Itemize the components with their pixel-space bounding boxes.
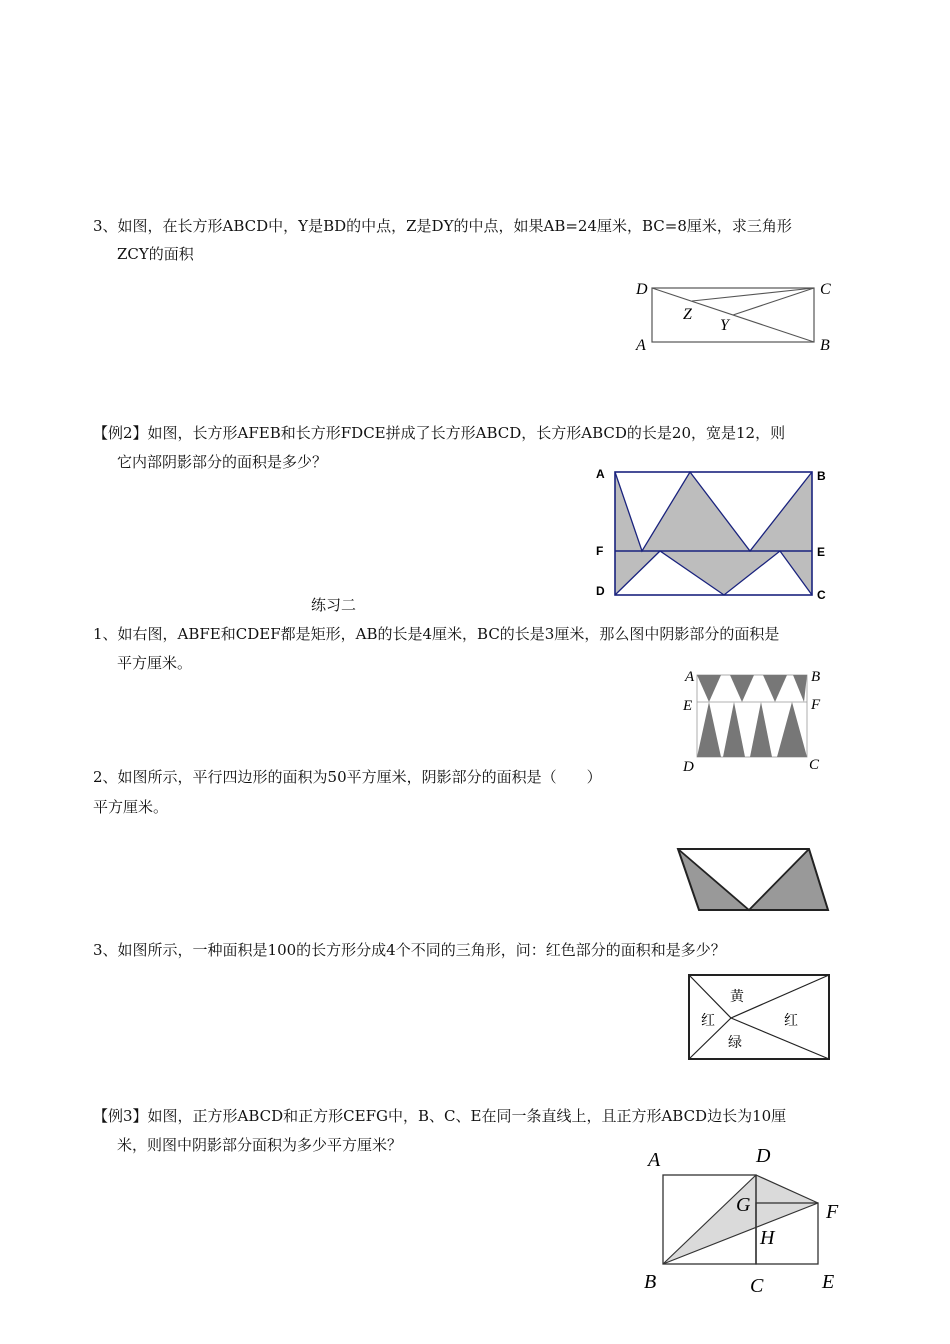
label-y: Y [720,317,729,334]
label-c: C [809,757,820,773]
label-d: D [756,1145,771,1167]
label-a: A [685,669,695,685]
label-b: B [644,1271,657,1293]
label-a: A [648,1149,661,1171]
lower-triangle [777,702,807,757]
practice-q1-figure [680,664,830,776]
label-c: C [750,1275,764,1297]
label-e: E [683,698,693,714]
practice-q2-text-line1: 2、如图所示，平行四边形的面积为50平方厘米，阴影部分的面积是（ ） [93,768,602,786]
label-red-right: 红 [784,1013,798,1029]
practice-q3-text-line1: 3、如图所示，一种面积是100的长方形分成4个不同的三角形，问：红色部分的面积和是多少？ [93,941,726,959]
label-b: B [817,469,826,483]
example-2-text-line1: 【例2】如图，长方形AFEB和长方形FDCE拼成了长方形ABCD，长方形ABCD的长是20，宽是12，则 [93,424,786,442]
label-d: D [683,759,694,775]
label-d: D [596,584,605,598]
example-2-figure [590,462,835,602]
label-a: A [636,337,646,354]
label-yellow: 黄 [730,989,744,1005]
label-green: 绿 [728,1035,742,1051]
label-f: F [826,1201,839,1223]
label-b: B [811,669,821,685]
shaded-upper-region [615,472,812,551]
upper-triangle [697,675,721,702]
label-f: F [596,544,604,558]
label-c: C [820,281,831,298]
label-b: B [820,337,830,354]
problem-3-figure [630,276,840,356]
practice-q1-text-line2: 平方厘米。 [117,654,193,672]
shaded-triangle-bdf [663,1175,818,1264]
label-g: G [736,1194,751,1216]
label-e: E [817,545,826,559]
label-c: C [817,588,826,602]
lower-triangle [723,702,745,757]
example-3-text-line2: 米，则图中阴影部分面积为多少平方厘米？ [117,1136,403,1154]
label-f: F [811,697,821,713]
lower-triangle [750,702,772,757]
label-z: Z [683,306,692,323]
example-3-figure [636,1140,851,1300]
practice-q1-text-line1: 1、如右图，ABFE和CDEF都是矩形，AB的长是4厘米，BC的长是3厘米，那么图中阴影部分的面积是 [93,625,780,643]
example-2-text-line2: 它内部阴影部分的面积是多少？ [117,453,328,471]
label-e: E [822,1271,835,1293]
example-3-text-line1: 【例3】如图，正方形ABCD和正方形CEFG中，B、C、E在同一条直线上，且正方形ABCD边长为10厘 [93,1107,787,1125]
upper-triangle [793,675,807,702]
shaded-triangle-right [749,849,828,910]
label-red-left: 红 [701,1013,715,1029]
practice-2-title: 练习二 [311,596,357,614]
upper-triangle [763,675,787,702]
practice-q2-figure [670,840,840,920]
upper-triangle [730,675,754,702]
problem-3-text-line2: ZCY的面积 [117,245,194,263]
label-h: H [760,1227,775,1249]
practice-q2-text-line2: 平方厘米。 [93,798,169,816]
label-a: A [596,467,605,481]
label-d: D [636,281,648,298]
lower-triangle [697,702,721,757]
practice-q3-figure [680,968,840,1068]
problem-3-text-line1: 3、如图，在长方形ABCD中，Y是BD的中点，Z是DY的中点，如果AB=24厘米，BC=8厘米，求三角形 [93,217,792,235]
